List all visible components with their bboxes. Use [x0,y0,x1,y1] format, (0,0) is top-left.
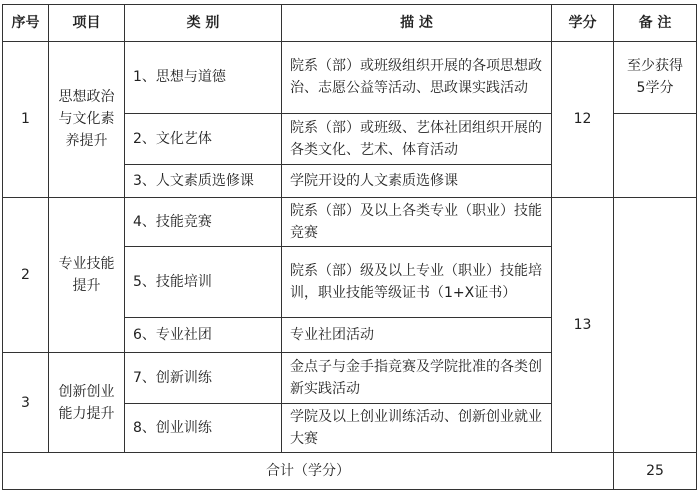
group-item [49,353,125,453]
group-item-text: 思想政治与文化素养提升 [58,89,115,150]
note-empty-cell [614,197,697,452]
description-cell: 院系（部）级及以上专业（职业）技能培训，职业技能等级证书（1+X证书） [282,246,552,317]
category-cell: 1、思想与道德 [125,41,282,113]
description-cell: 学院开设的人文素质选修课 [282,165,552,198]
total-label: 合计（学分） [3,453,614,490]
note-cell [614,41,697,113]
table-row [3,197,697,246]
description-cell: 院系（部）及以上各类专业（职业）技能竞赛 [282,197,552,246]
category-cell: 8、创业训练 [125,404,282,453]
description-cell: 金点子与金手指竞赛及学院批准的各类创新实践活动 [282,353,552,404]
credit-table [2,4,697,490]
header-item: 项目 [49,5,125,42]
group-item-text: 专业技能提升 [58,256,115,295]
group-seq: 1 [3,41,49,197]
category-cell: 2、文化艺体 [125,114,282,165]
group-item [49,41,125,197]
total-row [3,453,697,490]
group-credit: 13 [552,197,614,452]
category-cell: 7、创新训练 [125,353,282,404]
category-cell: 4、技能竞赛 [125,197,282,246]
header-note: 备 注 [614,5,697,42]
header-category: 类 别 [125,5,282,42]
group-seq: 3 [3,353,49,453]
category-cell: 3、人文素质选修课 [125,165,282,198]
description-cell: 专业社团活动 [282,318,552,353]
header-seq: 序号 [3,5,49,42]
header-desc: 描 述 [282,5,552,42]
category-cell: 5、技能培训 [125,246,282,317]
group-seq: 2 [3,197,49,352]
description-cell: 院系（部）或班级组织开展的各项思想政治、志愿公益等活动、思政课实践活动 [282,41,552,113]
group-item-text: 创新创业能力提升 [58,383,115,422]
total-value: 25 [614,453,697,490]
group-credit: 12 [552,41,614,197]
header-row [3,5,697,42]
table-row [3,41,697,113]
header-credit: 学分 [552,5,614,42]
note-text: 至少获得5学分 [627,58,683,97]
note-empty-cell [614,114,697,198]
description-cell: 学院及以上创业训练活动、创新创业就业大赛 [282,404,552,453]
category-cell: 6、专业社团 [125,318,282,353]
description-cell: 院系（部）或班级、艺体社团组织开展的各类文化、艺术、体育活动 [282,114,552,165]
group-item [49,197,125,352]
